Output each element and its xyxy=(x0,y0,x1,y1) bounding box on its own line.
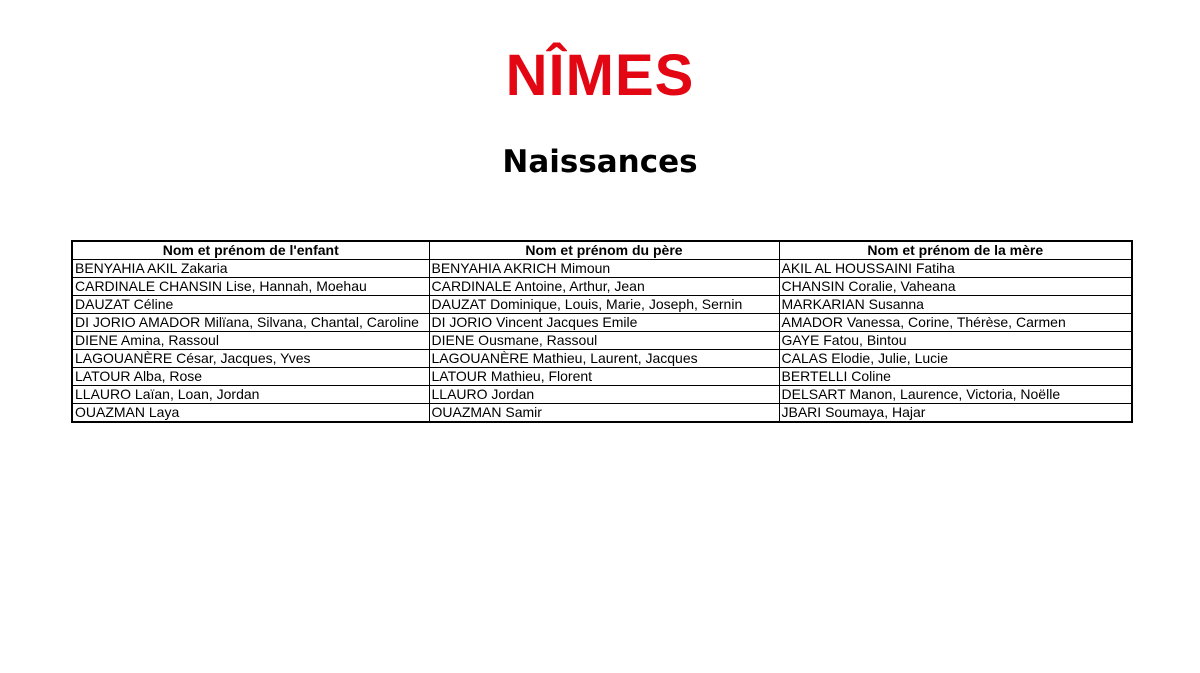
mother-name-cell: CALAS Elodie, Julie, Lucie xyxy=(779,350,1132,368)
child-name-cell: DAUZAT Céline xyxy=(72,296,429,314)
mother-name-cell: GAYE Fatou, Bintou xyxy=(779,332,1132,350)
father-name-cell: OUAZMAN Samir xyxy=(429,404,779,423)
table-row xyxy=(72,278,1132,296)
page-title: Naissances xyxy=(502,144,698,180)
header-child-name: Nom et prénom de l'enfant xyxy=(72,241,429,260)
table-row xyxy=(72,296,1132,314)
mother-name-cell: BERTELLI Coline xyxy=(779,368,1132,386)
father-name-cell: BENYAHIA AKRICH Mimoun xyxy=(429,260,779,278)
child-name-cell: BENYAHIA AKIL Zakaria xyxy=(72,260,429,278)
father-name-cell: DIENE Ousmane, Rassoul xyxy=(429,332,779,350)
table-row xyxy=(72,386,1132,404)
table-row xyxy=(72,368,1132,386)
mother-name-cell: MARKARIAN Susanna xyxy=(779,296,1132,314)
father-name-cell: LLAURO Jordan xyxy=(429,386,779,404)
child-name-cell: OUAZMAN Laya xyxy=(72,404,429,423)
mother-name-cell: AKIL AL HOUSSAINI Fatiha xyxy=(779,260,1132,278)
table-row xyxy=(72,350,1132,368)
child-name-cell: LAGOUANÈRE César, Jacques, Yves xyxy=(72,350,429,368)
mother-name-cell: DELSART Manon, Laurence, Victoria, Noëlle xyxy=(779,386,1132,404)
table-row xyxy=(72,260,1132,278)
table-row xyxy=(72,404,1132,423)
father-name-cell: LATOUR Mathieu, Florent xyxy=(429,368,779,386)
header-father-name: Nom et prénom du père xyxy=(429,241,779,260)
table-row xyxy=(72,314,1132,332)
births-table xyxy=(71,240,1133,423)
table-header-row xyxy=(72,241,1132,260)
father-name-cell: DI JORIO Vincent Jacques Emile xyxy=(429,314,779,332)
child-name-cell: LLAURO Laïan, Loan, Jordan xyxy=(72,386,429,404)
mother-name-cell: CHANSIN Coralie, Vaheana xyxy=(779,278,1132,296)
child-name-cell: DIENE Amina, Rassoul xyxy=(72,332,429,350)
father-name-cell: DAUZAT Dominique, Louis, Marie, Joseph, Sernin xyxy=(429,296,779,314)
mother-name-cell: JBARI Soumaya, Hajar xyxy=(779,404,1132,423)
father-name-cell: LAGOUANÈRE Mathieu, Laurent, Jacques xyxy=(429,350,779,368)
father-name-cell: CARDINALE Antoine, Arthur, Jean xyxy=(429,278,779,296)
header-mother-name: Nom et prénom de la mère xyxy=(779,241,1132,260)
table-row xyxy=(72,332,1132,350)
nimes-logo: NÎMES xyxy=(505,43,695,108)
child-name-cell: LATOUR Alba, Rose xyxy=(72,368,429,386)
child-name-cell: DI JORIO AMADOR Milïana, Silvana, Chantal, Caroline xyxy=(72,314,429,332)
mother-name-cell: AMADOR Vanessa, Corine, Thérèse, Carmen xyxy=(779,314,1132,332)
child-name-cell: CARDINALE CHANSIN Lise, Hannah, Moehau xyxy=(72,278,429,296)
